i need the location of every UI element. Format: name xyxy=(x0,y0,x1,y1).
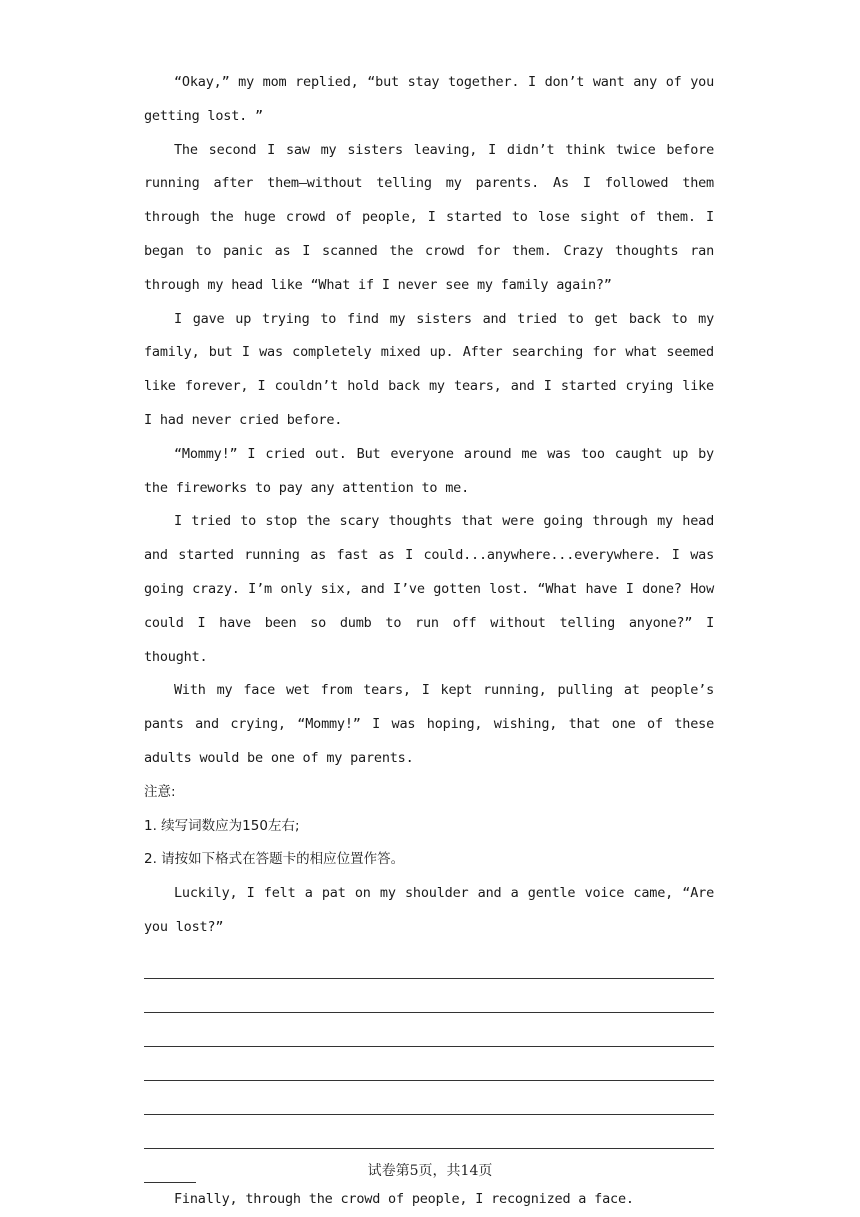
answer-line[interactable] xyxy=(144,945,714,979)
story-paragraph-2: The second I saw my sisters leaving, I didn’t think twice before running after them—without telling my parents. As I followed them through the huge crowd of people, I started to lose sight of them. I began to panic as I scanned the crowd for them. Crazy thoughts ran through my head like “What if I never see my family again?” xyxy=(144,141,714,293)
continuation-prompt-1: Luckily, I felt a pat on my shoulder and a gentle voice came, “Are you lost?” xyxy=(144,885,714,935)
answer-line[interactable] xyxy=(144,1013,714,1047)
document-page xyxy=(144,66,714,1217)
notes-heading: 注意: xyxy=(144,783,176,800)
answer-line[interactable] xyxy=(144,1047,714,1081)
continuation-prompt-2: Finally, through the crowd of people, I recognized a face. xyxy=(174,1190,634,1207)
story-paragraph-6: With my face wet from tears, I kept running, pulling at people’s pants and crying, “Mommy!” I was hoping, wishing, that one of these adults would be one of my parents. xyxy=(144,682,714,766)
answer-lines-block xyxy=(144,945,714,1183)
story-paragraph-5: I tried to stop the scary thoughts that were going through my head and started running as fast as I could...anywhere...everywhere. I was going crazy. I’m only six, and I’ve gotten lost. “What have I done? How could I have been so dumb to run off without telling anyone?” I thought. xyxy=(144,513,714,665)
story-paragraph-1: “Okay,” my mom replied, “but stay together. I don’t want any of you getting lost. ” xyxy=(144,74,714,124)
story-paragraph-3: I gave up trying to find my sisters and tried to get back to my family, but I was completely mixed up. After searching for what seemed like forever, I couldn’t hold back my tears, and I started crying like I had never cried before. xyxy=(144,310,714,428)
page-footer: 试卷第5页，共14页 xyxy=(367,1163,493,1179)
notes-item-2: 2. 请按如下格式在答题卡的相应位置作答。 xyxy=(144,851,405,868)
answer-line[interactable] xyxy=(144,1081,714,1115)
notes-item-1: 1. 续写词数应为150左右; xyxy=(144,817,300,834)
answer-line[interactable] xyxy=(144,1115,714,1149)
answer-line[interactable] xyxy=(144,979,714,1013)
story-paragraph-4: “Mommy!” I cried out. But everyone around me was too caught up by the fireworks to pay any attention to me. xyxy=(144,445,714,496)
